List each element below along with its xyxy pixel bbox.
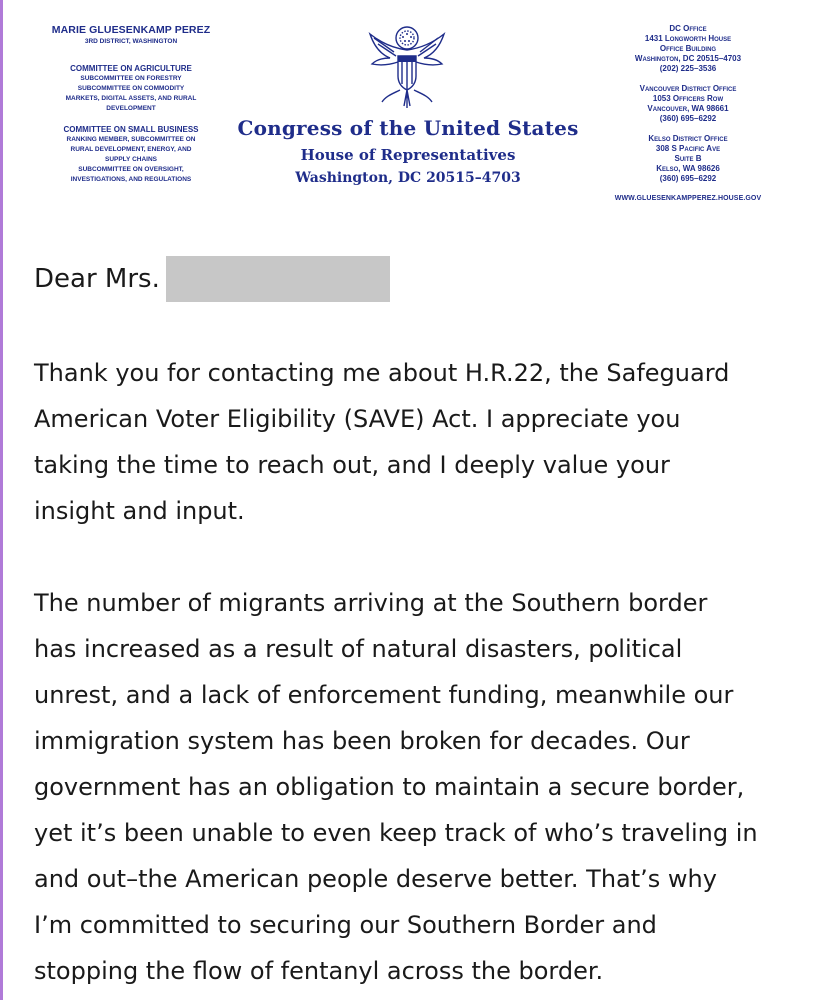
subcommittee-oversight-line-2: INVESTIGATIONS, AND REGULATIONS (70, 176, 192, 183)
vancouver-office-label: Vancouver District Office (639, 84, 737, 93)
ranking-member-line-3: SUPPLY CHAINS (104, 156, 158, 163)
kelso-office (598, 134, 778, 184)
paragraph-2-line: I’m committed to securing our Southern Border and (34, 911, 657, 939)
committee-small-business: COMMITTEE ON SMALL BUSINESS (63, 125, 199, 134)
kelso-office-label: Kelso District Office (648, 134, 728, 143)
subcommittee-commodity-line-1: SUBCOMMITTEE ON COMMODITY (77, 85, 185, 92)
paragraph-2-line: The number of migrants arriving at the Southern border (34, 589, 708, 617)
paragraph-1 (34, 350, 804, 534)
ranking-member-line-2: RURAL DEVELOPMENT, ENERGY, AND (70, 146, 192, 153)
paragraph-2-line: government has an obligation to maintain a secure border, (34, 773, 745, 801)
paragraph-1-line: Thank you for contacting me about H.R.22, the Safeguard (34, 359, 730, 387)
paragraph-2-line: and out–the American people deserve better. That’s why (34, 865, 717, 893)
member-district: 3RD DISTRICT, WASHINGTON (84, 38, 178, 45)
kelso-office-phone: (360) 695–6292 (659, 174, 717, 183)
paragraph-2-line: yet it’s been unable to even keep track of who’s traveling in (34, 819, 758, 847)
paragraph-2-line: stopping the flow of fentanyl across the border. (34, 957, 604, 985)
vancouver-office-line-2: Vancouver, WA 98661 (647, 104, 729, 113)
kelso-office-line-2: Suite B (674, 154, 702, 163)
vancouver-office (598, 84, 778, 124)
paragraph-1-line: taking the time to reach out, and I deeply value your (34, 451, 670, 479)
subcommittee-commodity-line-2: MARKETS, DIGITAL ASSETS, AND RURAL (65, 95, 197, 102)
paragraph-2-line: unrest, and a lack of enforcement funding, meanwhile our (34, 681, 734, 709)
paragraph-1-line: insight and input. (34, 497, 245, 525)
subcommittee-oversight-line-1: SUBCOMMITTEE ON OVERSIGHT, (78, 166, 184, 173)
dc-office-phone: (202) 225–3536 (659, 64, 717, 73)
letterhead (0, 0, 816, 230)
salutation (34, 256, 390, 302)
paragraph-2-line: immigration system has been broken for decades. Our (34, 727, 690, 755)
kelso-office-line-3: Kelso, WA 98626 (656, 164, 720, 173)
dc-office-line-3: Washington, DC 20515–4703 (634, 54, 742, 63)
redacted-name (166, 256, 390, 302)
congress-title: Congress of the United States (237, 116, 579, 140)
congress-heading (210, 116, 606, 186)
dc-office-line-1: 1431 Longworth House (644, 34, 732, 43)
paragraph-2 (34, 580, 804, 994)
committee-agriculture: COMMITTEE ON AGRICULTURE (70, 64, 192, 73)
city-line: Washington, DC 20515–4703 (295, 170, 521, 186)
paragraph-1-line: American Voter Eligibility (SAVE) Act. I appreciate you (34, 405, 681, 433)
subcommittee-commodity-line-3: DEVELOPMENT (106, 105, 156, 112)
vancouver-office-phone: (360) 695–6292 (659, 114, 717, 123)
website-link[interactable]: WWW.GLUESENKAMPPEREZ.HOUSE.GOV (614, 195, 762, 202)
subcommittee-forestry: SUBCOMMITTEE ON FORESTRY (80, 75, 182, 82)
house-title: House of Representatives (300, 146, 516, 164)
office-addresses (598, 24, 778, 204)
vancouver-office-line-1: 1053 Officers Row (652, 94, 724, 103)
member-info (36, 24, 226, 184)
member-name: MARIE GLUESENKAMP PEREZ (51, 24, 211, 36)
dc-office-label: DC Office (669, 24, 707, 33)
ranking-member-line-1: RANKING MEMBER, SUBCOMMITTEE ON (66, 136, 196, 143)
dc-office-line-2: Office Building (659, 44, 717, 53)
salutation-text: Dear Mrs. (34, 264, 160, 294)
eagle-seal-icon (364, 24, 450, 110)
dc-office (598, 24, 778, 74)
paragraph-2-line: has increased as a result of natural disasters, political (34, 635, 683, 663)
kelso-office-line-1: 308 S Pacific Ave (655, 144, 721, 153)
